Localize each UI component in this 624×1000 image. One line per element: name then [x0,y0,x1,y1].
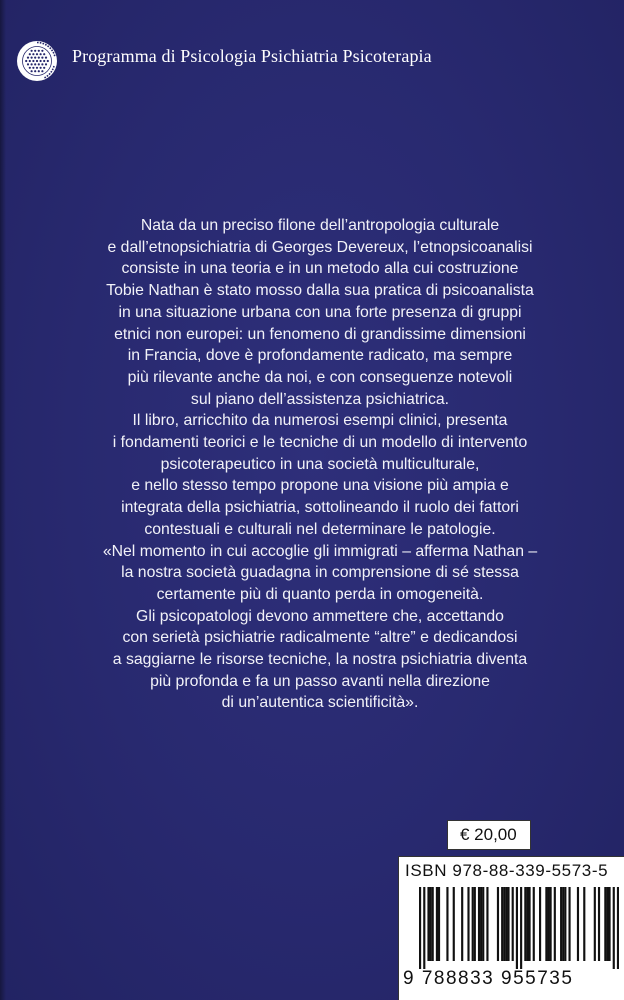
barcode-bar [503,887,505,961]
spine-shadow [0,0,6,1000]
isbn-barcode-label [398,856,624,1000]
blurb-line: certamente più di quanto perda in omogeneità. [156,585,484,603]
barcode-bar [583,887,585,961]
barcode-bar [520,887,522,969]
barcode-bar [486,887,488,961]
blurb-line: «Nel momento in cui accoglie gli immigrati – afferma Nathan – [102,542,538,560]
blurb-line: più rilevante anche da noi, e con conseguenze notevoli [127,368,513,386]
barcode-bar [480,887,482,961]
barcode-bar [564,887,566,961]
barcode-bar [427,887,429,961]
blurb-line: Gli psicopatologi devono ammettere che, accettando [136,607,504,625]
blurb-line: etnici non europei: un fenomeno di grandissime dimensioni [114,325,526,343]
blurb-line: in una situazione urbana con una forte presenza di gruppi [118,303,522,321]
blurb-line: in Francia, dove è profondamente radicato, ma sempre [127,347,513,365]
barcode-bar [594,887,596,961]
barcode-bar [608,887,610,961]
barcode-bar [512,887,514,961]
barcode-bar [533,887,535,961]
barcode-bar [467,887,469,961]
barcode-bar [446,887,448,961]
blurb-line: la nostra società guadagna in comprensione di sé stessa [121,564,519,582]
barcode-bar [526,887,528,961]
blurb-line: e dall’etnopsichiatria di Georges Devereux, l’etnopsicoanalisi [107,238,533,256]
blurb-line: di un’autentica scientificità». [221,694,419,712]
barcode-bar [453,887,455,961]
barcode-bar [497,887,499,961]
barcode-bar [438,887,440,961]
barcode-bar [430,887,432,961]
barcode-bar [507,887,509,961]
barcode-bar [472,887,474,961]
barcode-bar [617,887,619,969]
barcode-bar [598,887,600,961]
barcode-bar [568,887,570,961]
barcode-bar [562,887,564,961]
barcode-bar [550,887,552,961]
blurb-line: più profonda e fa un passo avanti nella direzione [150,672,490,690]
barcode-bar [478,887,480,961]
blurb-line: consiste in una teoria e in un metodo alla cui costruzione [121,260,519,278]
barcode-bar [524,887,526,961]
barcode-bar [560,887,562,961]
blurb-line: Nata da un preciso filone dell’antropologia culturale [140,217,500,234]
barcode-bar [432,887,434,961]
barcode-bar [501,887,503,961]
blurb-line: a saggiarne le risorse tecniche, la nostra psichiatria diventa [112,651,528,669]
isbn-number: ISBN 978-88-339-5573-5 [405,861,609,880]
blurb-line: e nello stesso tempo propone una visione più ampia e [131,477,509,495]
blurb-line: sul piano dell’assistenza psichiatrica. [190,390,450,408]
barcode-bar [474,887,476,961]
barcode-bar [419,887,421,969]
barcode-bar [554,887,556,961]
barcode-bar [516,887,518,969]
series-title: Programma di Psicologia Psichiatria Psicoterapia [72,46,432,66]
barcode-bar [461,887,463,961]
blurb-line: psicoterapeutico in una società multiculturale, [160,455,480,473]
publisher-seal-icon [16,40,58,82]
barcode-bar [606,887,608,961]
back-cover-blurb [60,215,580,714]
barcode-bar [604,887,606,961]
blurb-line: Il libro, arricchito da numerosi esempi clinici, presenta [132,412,508,430]
blurb-line: con serietà psichiatrie radicalmente “altre” e dedicandosi [122,629,518,647]
ean13-barcode-icon [419,887,619,969]
barcode-bar [545,887,547,961]
barcode-bar [528,887,530,961]
blurb-line: Tobie Nathan è stato mosso dalla sua pratica di psicoanalista [106,282,534,300]
barcode-bar [423,887,425,969]
barcode-digits: 9 788833 955735 [403,968,574,989]
barcode-bar [547,887,549,961]
blurb-line: contestuali e culturali nel determinare le patologie. [144,520,496,538]
price-label: € 20,00 [447,820,531,850]
barcode-bar [539,887,541,961]
barcode-bar [613,887,615,969]
barcode-bar [577,887,579,961]
barcode-bar [482,887,484,961]
barcode-bar [436,887,438,961]
blurb-line: i fondamenti teorici e le tecniche di un modello di intervento [112,434,528,452]
barcode-bar [505,887,507,961]
blurb-line: integrata della psichiatria, sottolineando il ruolo dei fattori [121,499,519,517]
